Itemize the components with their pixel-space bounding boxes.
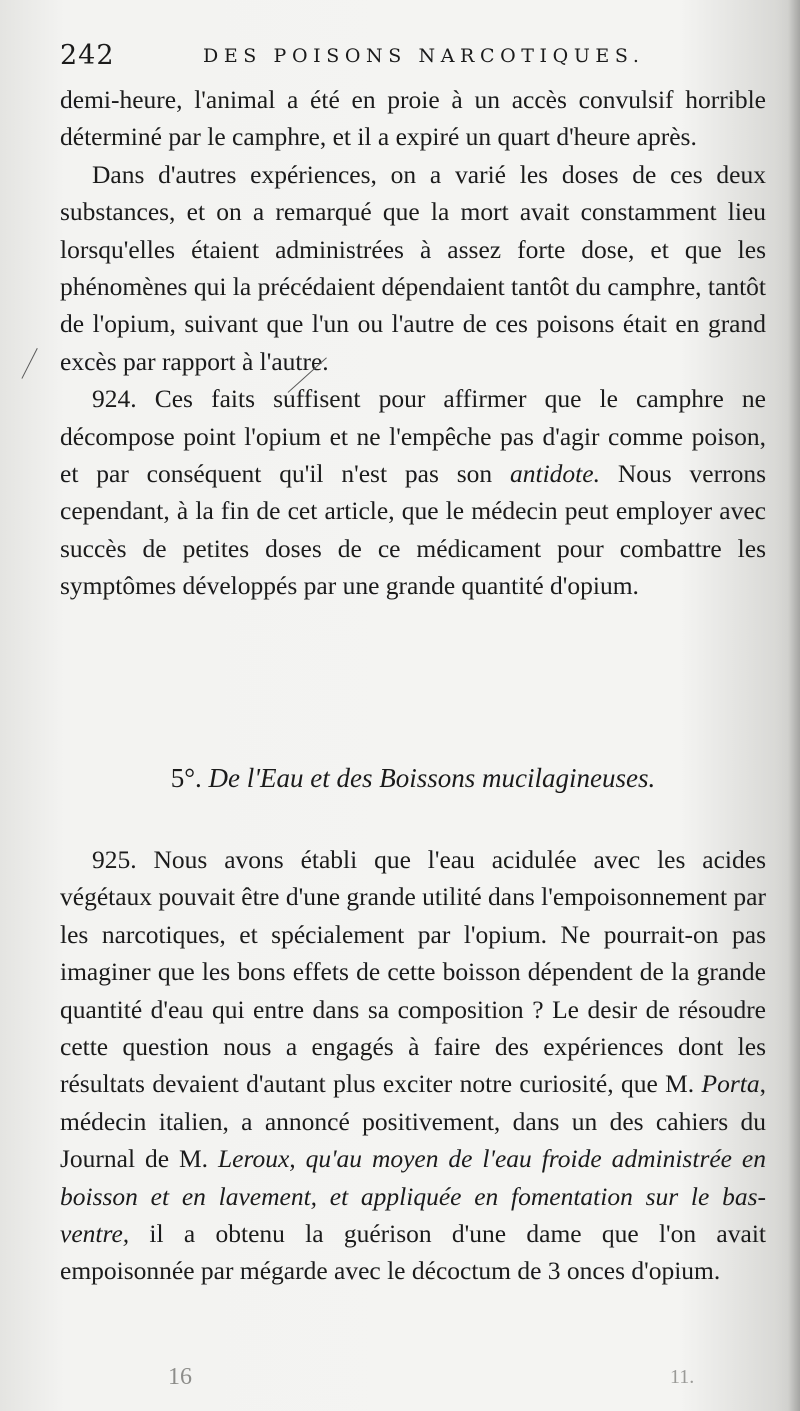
section-number: 5°.: [170, 763, 202, 793]
italic-quote: , qu'au moyen de l'eau froide administrée en boisson et en lavement, et appliquée en fomentation sur le bas-ventre,: [60, 1144, 766, 1249]
para-924-text-1: 924. Ces faits suffisent pour affirmer que le camphre ne décompose point l'opium et ne l'empêche pas d'agir comme poison, et par conséquent qu'il n'est pas son: [60, 384, 766, 489]
paragraph-experiences: Dans d'autres expériences, on a varié les doses de ces deux substances, et on a remarqué que la mort avait constamment lieu lorsqu'elles étaient administrées à assez forte dose, et que les phénomènes qui la précédaient dépendaient tantôt du camphre, tantôt de l'opium, suivant que l'un ou l'autre de ces poisons était en grand excès par rapport à l'autre.: [60, 159, 766, 376]
para-924-text-2: Nous verrons cependant, à la fin de cet article, que le médecin peut employer avec succès de petites doses de ce médicament pour combattre les symptômes développés par une grande quantité d'opium.: [60, 459, 766, 601]
page-edge-shadow: [788, 0, 800, 1411]
para-925-text-3: il a obtenu la guérison d'une dame que l'on avait empoisonnée par mégarde avec le décoctum de 3 onces d'opium.: [60, 1219, 766, 1286]
section-heading: [60, 763, 766, 794]
para-925-text-1: 925. Nous avons établi que l'eau acidulée avec les acides végétaux pouvait être d'une grande utilité dans l'empoisonnement par les narcotiques, et spécialement par l'opium. Ne pourrait-on pas imaginer que les bons effets de cette boisson dépendent de la grande quantité d'eau qui entre dans sa composition ? Le desir de résoudre cette question nous a engagés à faire des expériences dont les résultats devaient d'autant plus exciter notre curiosité, que M.: [60, 845, 766, 1099]
running-head: DES POISONS NARCOTIQUES.: [203, 45, 645, 67]
italic-antidote: antidote.: [510, 459, 600, 489]
page-header: [60, 40, 760, 74]
body-text-lower: [60, 841, 766, 1290]
italic-porta: Porta: [701, 1069, 760, 1099]
footer-mark: 11.: [670, 1366, 695, 1388]
margin-pencil-mark: [21, 348, 38, 379]
section-title-text: De l'Eau et des Boissons mucilagineuses.: [208, 763, 656, 793]
paragraph-925: [60, 841, 766, 1290]
page-number: 242: [60, 40, 115, 71]
para-925-text-2: , médecin italien, a annoncé positivement, dans un des cahiers du Journal de M.: [60, 1069, 766, 1174]
signature-mark: 16: [168, 1364, 192, 1390]
italic-leroux: Leroux: [217, 1144, 290, 1174]
paragraph-continuation: demi-heure, l'animal a été en proie à un accès convulsif horrible déterminé par le camphre, et il a expiré un quart d'heure après.: [60, 85, 766, 152]
body-text-upper: [60, 81, 766, 605]
paragraph-924: [60, 380, 766, 604]
